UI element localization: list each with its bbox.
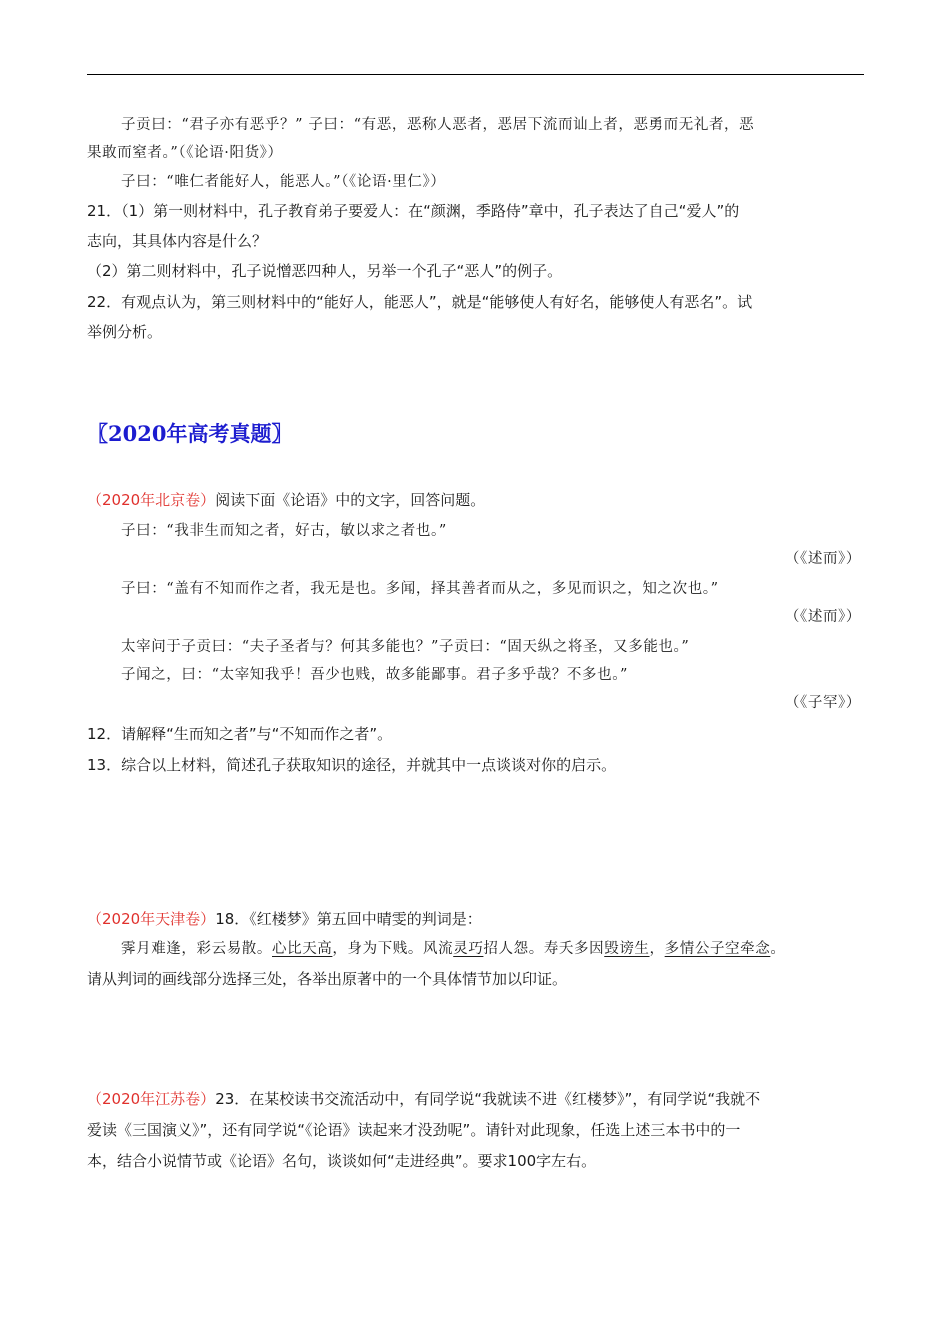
jiangsu-question (87, 1089, 864, 1109)
verse-underlined: 多情公子空牵念 (664, 941, 771, 957)
source-label: （2020年北京卷） (87, 491, 216, 509)
verse-part: ，身为下贱。风流 (332, 941, 454, 957)
verse-part: ， (649, 941, 665, 957)
verse-underlined: 心比天高 (272, 941, 333, 957)
verse-part: 招人怨。寿夭多因 (483, 941, 605, 957)
question-21-part2: （2）第二则材料中，孔子说憎恶四种人，另举一个孔子“恶人”的例子。 (87, 262, 563, 280)
question-23-cont: 爱读《三国演义》”，还有同学说“《论语》读起来才没劲呢”。请针对此现象，任选上述三本书中的一 (87, 1121, 741, 1139)
verse-part: 。 (770, 941, 786, 957)
quote-line: 子曰：“唯仁者能好人，能恶人。”（《论语·里仁》） (121, 174, 446, 190)
source-label: （2020年江苏卷） (87, 1090, 216, 1108)
quote-line: 太宰问于子贡曰：“夫子圣者与？何其多能也？”子贡曰：“固天纵之将圣，又多能也。” (121, 639, 690, 655)
question-22-cont: 举例分析。 (87, 323, 163, 341)
tianjin-ask: 请从判词的画线部分选择三处，各举出原著中的一个具体情节加以印证。 (87, 970, 568, 988)
verse-underlined: 毁谤生 (604, 941, 650, 957)
citation: （《述而》） (784, 609, 861, 625)
beijing-intro (87, 490, 864, 510)
verdict-verse (121, 939, 864, 959)
intro-text: 阅读下面《论语》中的文字，回答问题。 (215, 491, 486, 509)
source-label: （2020年天津卷） (87, 910, 216, 928)
section-heading: 〖2020年高考真题〗 (87, 421, 293, 446)
question-18: 18．《红楼梦》第五回中晴雯的判词是： (215, 910, 482, 928)
question-22: 22．有观点认为，第三则材料中的“能好人，能恶人”，就是“能够使人有好名，能够使人有恶名”。试 (87, 293, 753, 311)
quote-line: 子曰：“盖有不知而作之者，我无是也。多闻，择其善者而从之，多见而识之，知之次也。” (121, 581, 719, 597)
question-23: 23．在某校读书交流活动中，有同学说“我就读不进《红楼梦》”，有同学说“我就不 (215, 1090, 761, 1108)
question-21-cont: 志向，其具体内容是什么？ (87, 232, 268, 250)
question-12: 12．请解释“生而知之者”与“不知而作之者”。 (87, 725, 393, 743)
tianjin-question (87, 909, 864, 929)
verse-underlined: 灵巧 (453, 941, 484, 957)
header-rule (87, 74, 864, 75)
question-21: 21．（1）第一则材料中，孔子教育弟子要爱人：在“颜渊，季路侍”章中，孔子表达了自己“爱人”的 (87, 202, 740, 220)
question-13: 13．综合以上材料，简述孔子获取知识的途径，并就其中一点谈谈对你的启示。 (87, 756, 617, 774)
quote-line: 子曰：“我非生而知之者，好古，敏以求之者也。” (121, 523, 447, 539)
quote-line: 果敢而窒者。”（《论语·阳货》） (87, 145, 283, 161)
quote-line: 子贡曰：“君子亦有恶乎？” 子曰：“有恶，恶称人恶者，恶居下流而讪上者，恶勇而无礼者，恶 (121, 117, 755, 133)
question-23-cont: 本，结合小说情节或《论语》名句，谈谈如何“走进经典”。要求100字左右。 (87, 1152, 597, 1170)
citation: （《子罕》） (784, 695, 861, 711)
verse-part: 霁月难逢，彩云易散。 (121, 941, 272, 957)
citation: （《述而》） (784, 551, 861, 567)
quote-line: 子闻之，曰：“太宰知我乎！吾少也贱，故多能鄙事。君子多乎哉？不多也。” (121, 667, 629, 683)
